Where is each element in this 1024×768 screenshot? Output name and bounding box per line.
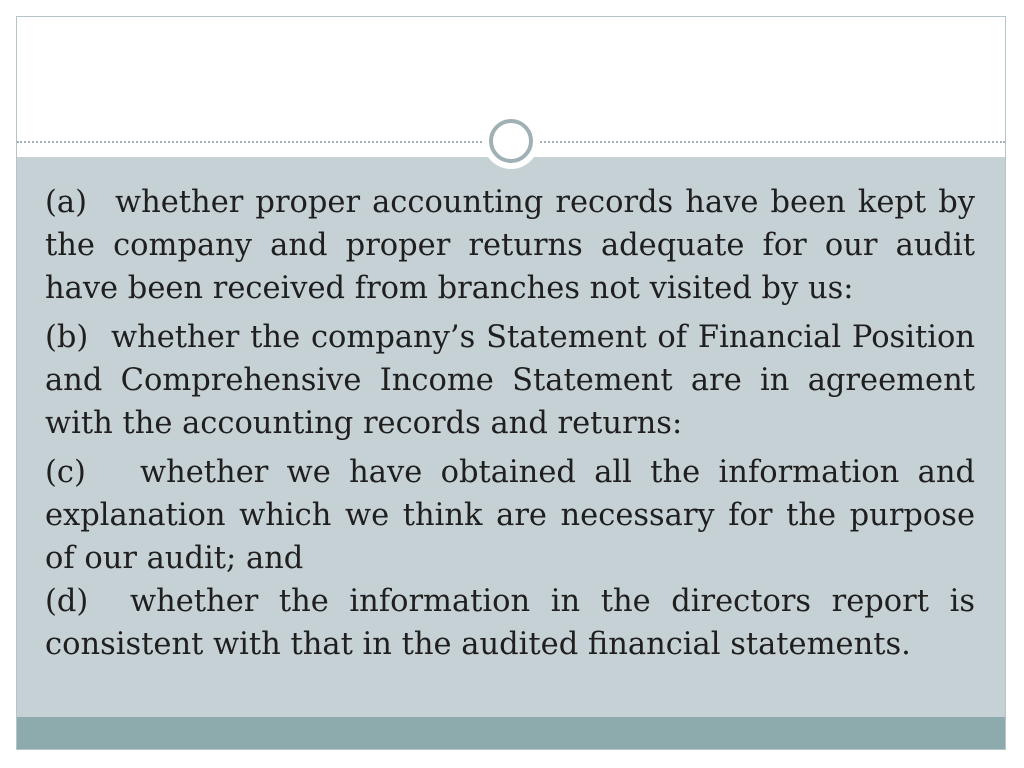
ornament-center	[500, 130, 522, 152]
circle-ornament-icon	[483, 113, 539, 169]
item-text: whether proper accounting records have been kept by the company and proper returns adequate for our audit have been received from branches not visited by us:	[45, 185, 975, 306]
item-marker: (a)	[45, 185, 87, 220]
list-item-c	[45, 451, 975, 580]
item-marker: (b)	[45, 320, 89, 355]
ornament-ring	[489, 119, 533, 163]
list-item-b	[45, 316, 975, 445]
body-text	[45, 181, 975, 666]
item-text: whether we have obtained all the information and explanation which we think are necessary for the purpose of our audit; and	[45, 455, 975, 576]
list-item-d	[45, 580, 975, 666]
item-text: whether the information in the directors report is consistent with that in the audited financial statements.	[45, 584, 975, 662]
item-text: whether the company’s Statement of Financial Position and Comprehensive Income Statement are in agreement with the accounting records and returns:	[45, 320, 975, 441]
item-marker: (c)	[45, 455, 86, 490]
footer-band	[17, 717, 1005, 750]
slide	[16, 16, 1006, 750]
list-item-a	[45, 181, 975, 310]
item-marker: (d)	[45, 584, 89, 619]
